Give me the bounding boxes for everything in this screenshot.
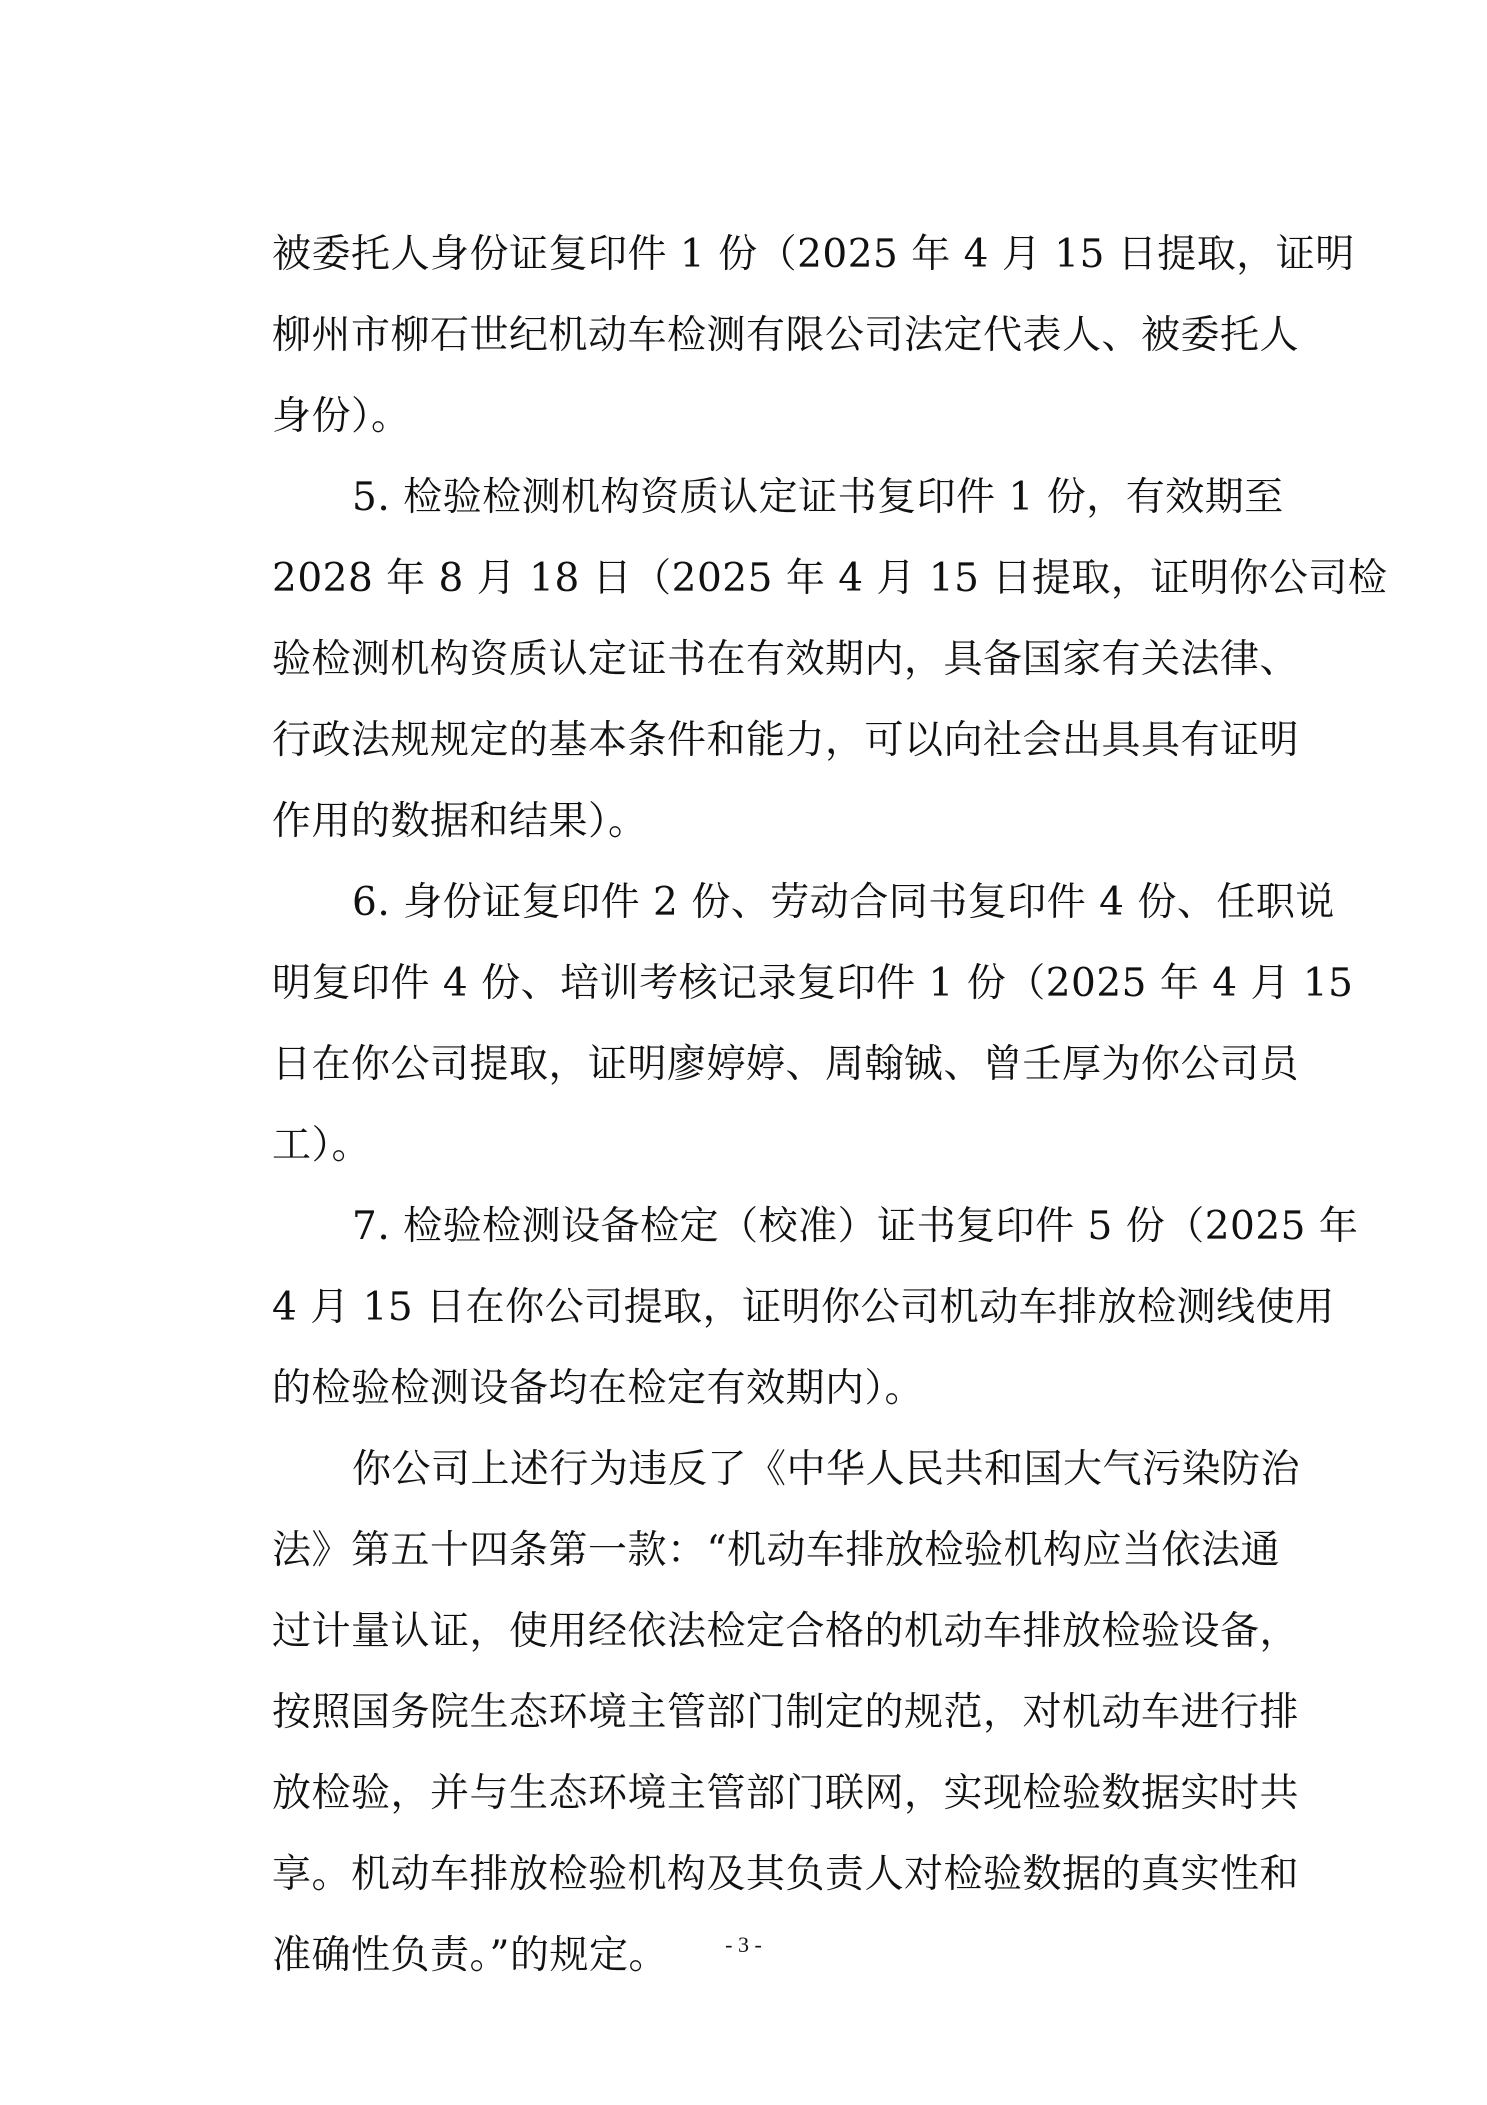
text-line: 的检验检测设备均在检定有效期内）。 [272,1366,925,1411]
text-line: 准确性负责。”的规定。 [272,1933,668,1978]
text-line: 4 月 15 日在你公司提取，证明你公司机动车排放检测线使用 [272,1285,1335,1330]
paragraph-violation [272,1429,1301,1996]
text-line: 享。机动车排放检验机构及其负责人对检验数据的真实性和 [272,1852,1300,1897]
text-line: 你公司上述行为违反了《中华人民共和国大气污染防治 [352,1447,1301,1492]
text-line: 过计量认证，使用经依法检定合格的机动车排放检验设备， [272,1609,1300,1654]
text-line: 5. 检验检测机构资质认定证书复印件 1 份，有效期至 [352,475,1284,520]
text-line: 法》第五十四条第一款：“机动车排放检验机构应当依法通 [272,1528,1280,1573]
text-line: 工）。 [272,1123,372,1168]
paragraph-item-5 [272,457,1388,862]
text-line: 被委托人身份证复印件 1 份（2025 年 4 月 15 日提取，证明 [272,232,1355,277]
text-line: 6. 身份证复印件 2 份、劳动合同书复印件 4 份、任职说 [352,880,1335,925]
text-line: 7. 检验检测设备检定（校准）证书复印件 5 份（2025 年 [352,1204,1359,1249]
text-line: 放检验，并与生态环境主管部门联网，实现检验数据实时共 [272,1771,1300,1816]
text-line: 日在你公司提取，证明廖婷婷、周翰铖、曾壬厚为你公司员 [272,1042,1300,1087]
paragraph-item-6 [272,862,1354,1186]
text-line: 明复印件 4 份、培训考核记录复印件 1 份（2025 年 4 月 15 [272,961,1354,1006]
document-body [272,214,1388,1996]
text-line: 身份）。 [272,394,411,439]
text-line: 2028 年 8 月 18 日（2025 年 4 月 15 日提取，证明你公司检 [272,556,1388,601]
text-line: 作用的数据和结果）。 [272,799,648,844]
text-line: 柳州市柳石世纪机动车检测有限公司法定代表人、被委托人 [272,313,1300,358]
text-line: 按照国务院生态环境主管部门制定的规范，对机动车进行排 [272,1690,1300,1735]
page-number: - 3 - [725,1932,762,1957]
paragraph-continuation [272,214,1355,457]
paragraph-item-7 [272,1186,1359,1429]
text-line: 验检测机构资质认定证书在有效期内，具备国家有关法律、 [272,637,1300,682]
text-line: 行政法规规定的基本条件和能力，可以向社会出具具有证明 [272,718,1300,763]
